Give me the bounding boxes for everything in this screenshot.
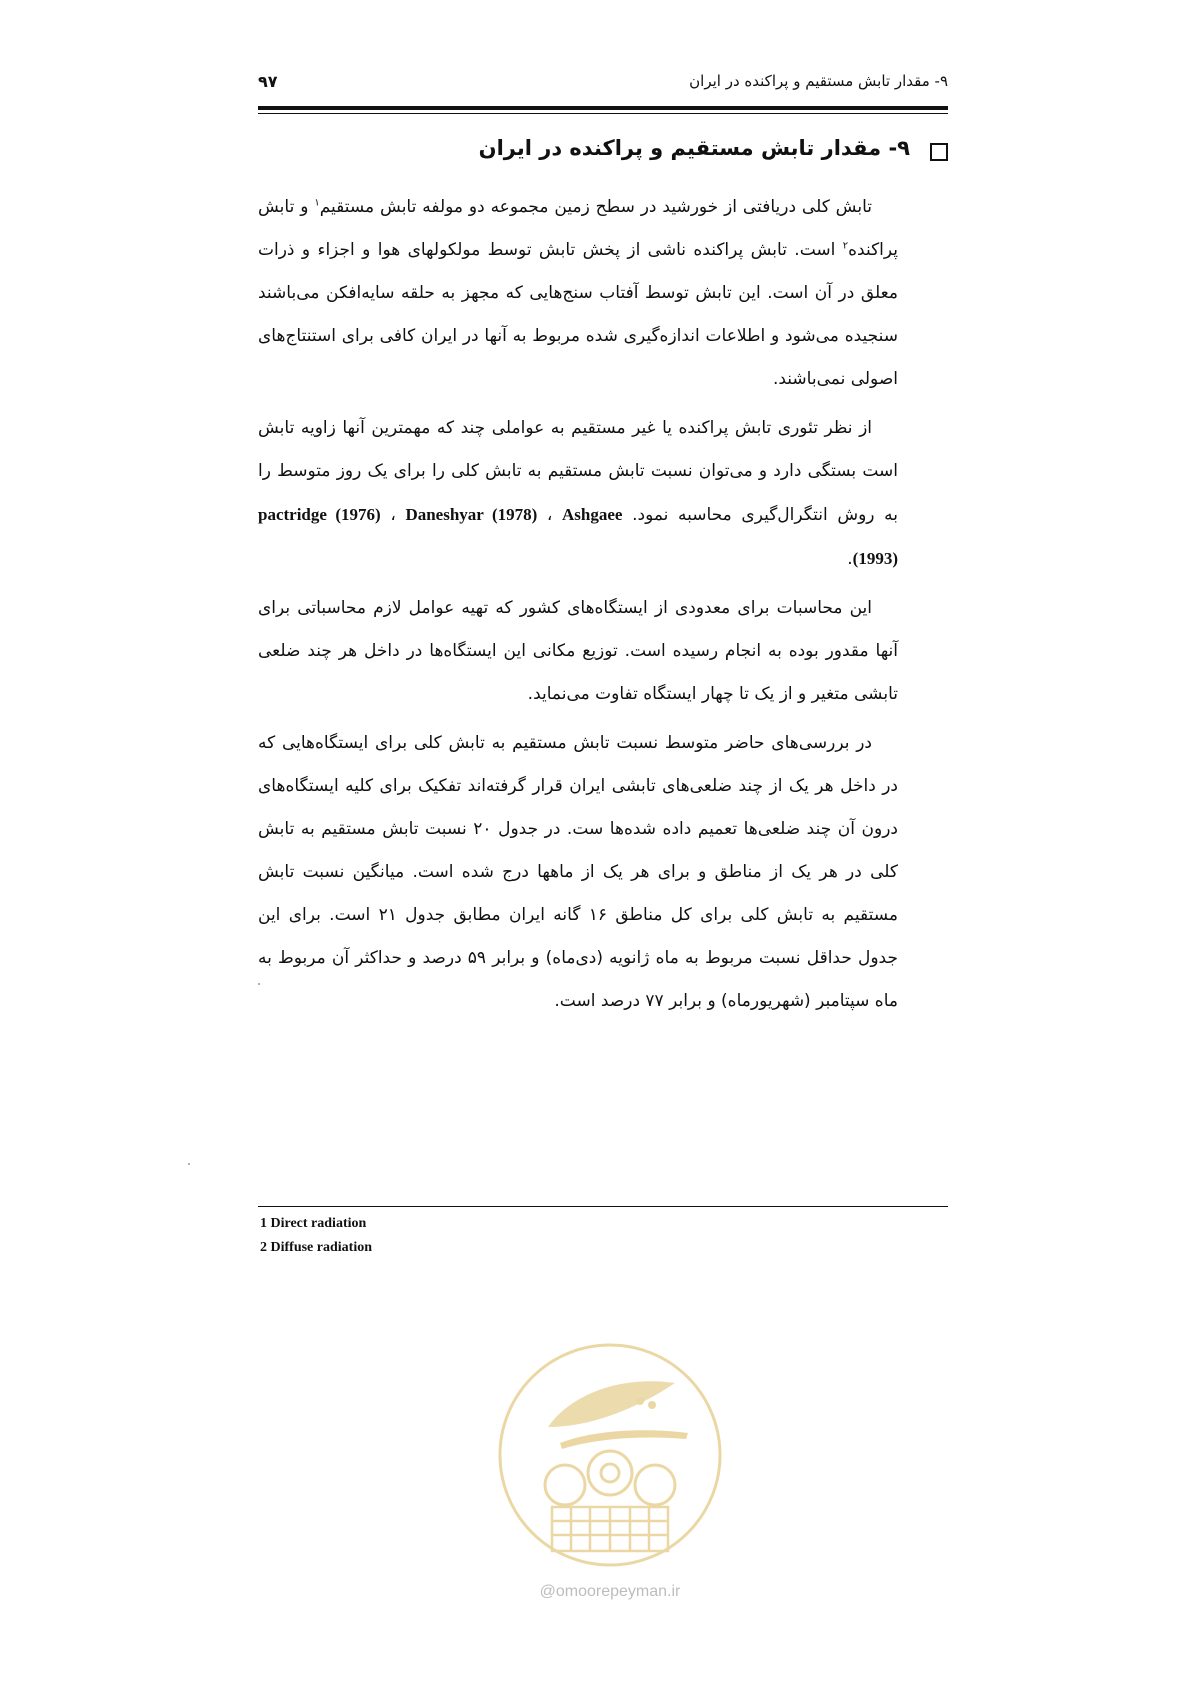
footnote-rule [258,1206,948,1207]
building-grid-icon [552,1507,668,1551]
paragraph-1 [258,186,898,401]
watermark-site: @omoorepeyman.ir [539,1583,681,1600]
scan-speck [188,1163,190,1165]
section-title: ۹- مقدار تابش مستقیم و پراکنده در ایران [478,136,910,160]
paragraph-2-end: . [847,549,853,569]
running-header [258,70,948,100]
citation-ashgaee: Ashgaee (1993) [562,505,898,568]
footnote-mark-2: ۲ [842,240,849,252]
header-rule-thin [258,113,948,114]
paragraph-2 [258,407,898,581]
paragraph-1-text-b: و تابش پراکنده [258,197,898,260]
footnote-mark-1: ۱ [314,197,320,209]
paragraph-2-text: از نظر تئوری تابش پراکنده یا غیر مستقیم به عواملی چند که مهمترین آنها زاویه تابش است بستگی دارد و می‌توان نسبت تابش مستقیم به تابش کلی را برای یک روز متوسط را به روش انتگرال‌گیری محاسبه نمود. [258,418,898,525]
paragraph-4: در بررسی‌های حاضر متوسط نسبت تابش مستقیم به تابش کلی برای ایستگاه‌هایی که در داخل هر یک از چند ضلعی‌های تابشی ایران قرار گرفته‌اند تفکیک برای کلیه ایستگاه‌های درون آن چند ضلعی‌ها تعمیم داده شده‌ها ست. در جدول ۲۰ نسبت تابش مستقیم به تابش کلی در هر یک از مناطق و برای هر یک از ماهها درج شده است. میانگین نسبت تابش مستقیم به تابش کلی برای کل مناطق ۱۶ گانه ایران مطابق جدول ۲۱ است. برای این جدول حداقل نسبت مربوط به ماه ژانویه (دی‌ماه) و برابر ۵۹ درصد و حداکثر آن مربوط به ماه سپتامبر (شهریورماه) و برابر ۷۷ درصد است. [258,733,898,1011]
gear-icon [545,1451,675,1505]
square-bullet-icon [930,143,948,161]
watermark-lettering [548,1381,688,1449]
scan-speck [258,983,260,985]
section-heading [258,136,948,172]
body-text [258,186,898,1029]
footnote-1: 1 Direct radiation [260,1216,367,1231]
watermark-logo [490,1335,730,1575]
paragraph-3: این محاسبات برای معدودی از ایستگاه‌های کشور که تهیه عوامل لازم محاسباتی برای آنها مقدور بوده به انجام رسیده است. توزیع مکانی این ایستگاه‌ها در داخل هر چند ضلعی تابشی متغیر و از یک تا چهار ایستگاه تفاوت می‌نماید. [258,598,898,704]
citation-daneshyar: Daneshyar (1978) [405,505,538,524]
footnote-2: 2 Diffuse radiation [260,1240,372,1255]
running-title: ۹- مقدار تابش مستقیم و پراکنده در ایران [689,72,948,90]
paragraph-1-text-c: است. تابش پراکنده ناشی از پخش تابش توسط مولکولهای هوا و اجزاء و ذرات معلق در آن است. این تابش توسط آفتاب سنج‌هایی که مجهز به حلقه سایه‌افکن می‌باشند سنجیده می‌شود و اطلاعات اندازه‌گیری شده مربوط به آنها در ایران کافی برای استنتاج‌های اصولی نمی‌باشند. [258,240,898,389]
citation-pactridge: pactridge (1976) [258,505,381,524]
citation-separator: ، [380,505,406,525]
page-number: ۹۷ [258,72,278,91]
citation-separator: ، [537,505,563,525]
footnotes [260,1212,660,1260]
header-rule-thick [258,106,948,110]
paragraph-1-text-a: تابش کلی دریافتی از خورشید در سطح زمین مجموعه دو مولفه تابش مستقیم [319,197,872,217]
